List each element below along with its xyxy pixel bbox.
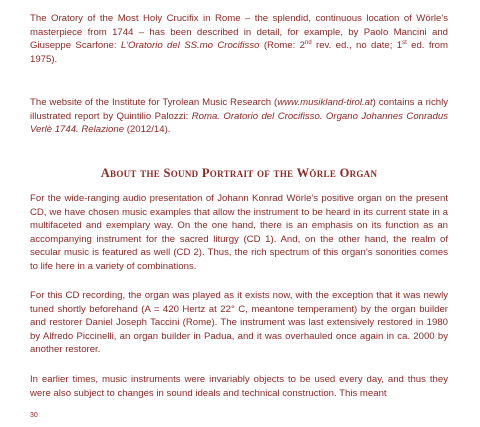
ordinal-suffix-nd: nd (304, 40, 312, 46)
paragraph-earlier-times-text: In earlier times, music instruments were invariably objects to be used every day, and thus they were also subject to changes in sound ideals and technical construction. This meant (30, 374, 448, 399)
paragraph-oratory-text (30, 12, 448, 66)
paragraph-website (30, 96, 448, 137)
report-title: Roma. Oratorio del Crocifisso. Organo Johannes Conradus Verlè 1744. Relazione (30, 110, 448, 136)
paragraph-website-part-b: ) contains a richly illustrated report by Quintilio Palozzi: (30, 97, 449, 122)
section-heading: About the Sound Portrait of the Wörle Organ (100, 166, 378, 180)
paragraph-oratory-part-b: (Rome: 2 (259, 40, 305, 52)
paragraph-website-text (30, 96, 448, 137)
paragraph-oratory-part-d: ed. from 1975). (30, 40, 449, 65)
ordinal-suffix-st: st (402, 40, 407, 46)
paragraph-audio-presentation-text: For the wide-ranging audio presentation of Johann Konrad Wörle's positive organ on the present CD, we have chosen music examples that allow the instrument to be heard in its current state in a multifaceted and exemplary way. On the one hand, there is an emphasis on its function as an accompanying instrument for the sacred liturgy (CD 1). And, on the other hand, the realm of secular music is featured as well (CD 2). Thus, the rich spectrum of this organ's sonorities comes to life here in a variety of combinations. (30, 193, 448, 272)
paragraph-website-part-a: The website of the Institute for Tyrolean Music Research ( (30, 97, 278, 108)
paragraph-earlier-times (30, 373, 448, 400)
paragraph-oratory-part-a: The Oratory of the Most Holy Crucifix in Rome – the splendid, continuous location of Wörle's masterpiece from 1744 – has been described in detail, for example, by Paolo Mancini and Giuseppe Scarfone: (30, 13, 448, 52)
paragraph-website-part-c: (2012/14). (124, 124, 171, 136)
page-number: 30 (30, 412, 38, 419)
book-title-oratorio: L'Oratorio del SS.mo Crocifisso (120, 40, 260, 52)
paragraph-audio-presentation (30, 192, 448, 274)
paragraph-recording (30, 289, 448, 357)
paragraph-recording-text: For this CD recording, the organ was played as it exists now, with the exception that it was newly tuned shortly beforehand (A = 420 Hertz at 22° C, meantone temperament) by the organ builder and restorer Daniel Joseph Taccini (Rome). The instrument was last extensively restored in 1980 by Alfredo Piccinelli, an organ builder in Padua, and it was overhauled once again in ca. 2000 by another restorer. (30, 290, 448, 356)
paragraph-oratory (30, 12, 448, 66)
website-url: www.musikland-tirol.at (277, 97, 373, 108)
paragraph-oratory-part-c: rev. ed., no date; 1 (311, 40, 403, 52)
